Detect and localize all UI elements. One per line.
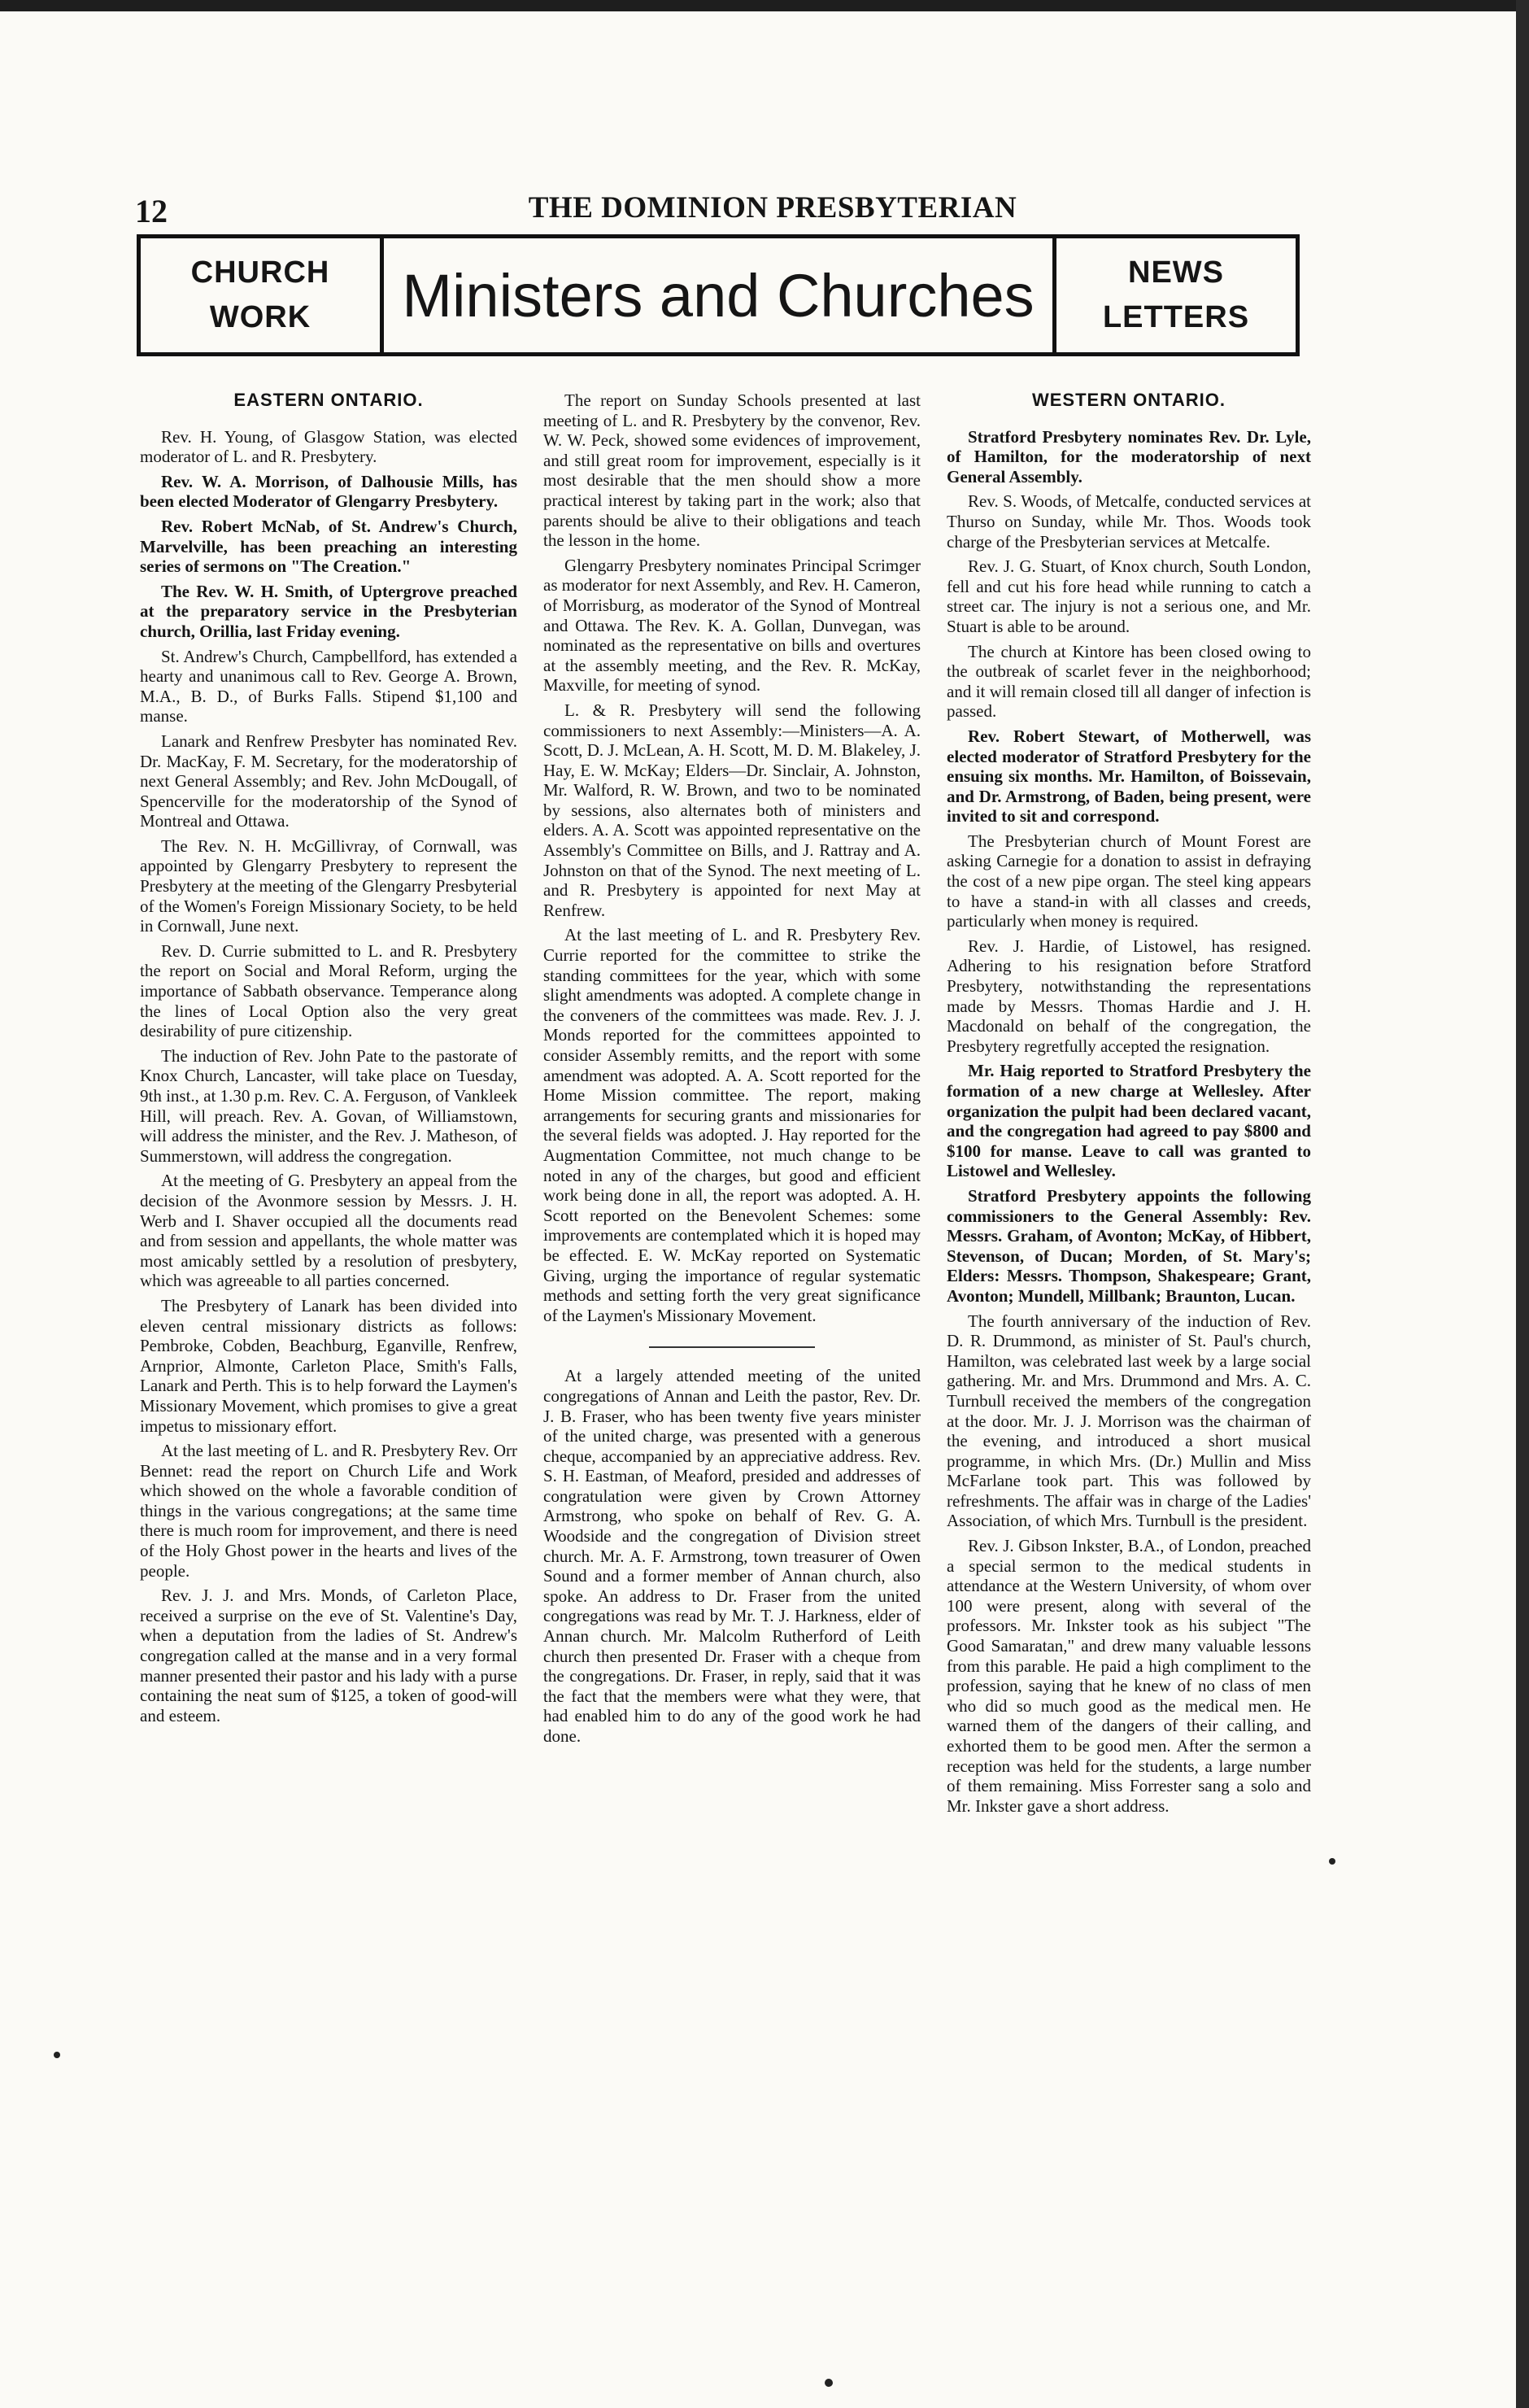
margin-speck — [825, 2379, 833, 2387]
news-item-paragraph: At the meeting of G. Presbytery an appeal from the decision of the Avonmore session by Messrs. J. H. Werb and I. Shaver occupied all the documents read and from session and appellants, the whole matter was most amicably settled by a resolution of presbytery, which was agreeable to all parties concerned. — [140, 1171, 517, 1291]
news-item-paragraph: Rev. W. A. Morrison, of Dalhousie Mills, has been elected Moderator of Glengarry Presbytery. — [140, 471, 517, 512]
banner-left-box — [141, 238, 384, 352]
news-item-paragraph: The Rev. W. H. Smith, of Uptergrove preached at the preparatory service in the Presbyterian church, Orillia, last Friday evening. — [140, 581, 517, 641]
margin-speck — [54, 2052, 60, 2058]
news-item-paragraph: Rev. Robert Stewart, of Motherwell, was elected moderator of Stratford Presbytery for the ensuing six months. Mr. Hamilton, of Boissevain, and Dr. Armstrong, of Baden, being present, were invited to sit and correspond. — [947, 726, 1311, 827]
section-heading-western: WESTERN ONTARIO. — [1031, 390, 1226, 410]
margin-speck — [1329, 1858, 1335, 1865]
news-item-paragraph: The fourth anniversary of the induction of Rev. D. R. Drummond, as minister of St. Paul's church, Hamilton, was celebrated last week by a large social gathering. Mr. and Mrs. Drummond and Mrs. A. C. Turnbull received the members of the congregation at the door. Mr. J. J. Morrison was the chairman of the evening, and introduced a short musical programme, in which Mrs. (Dr.) Mullin and Miss McFarlane took part. This was followed by refreshments. The affair was in charge of the Ladies' Association, of which Mrs. Turnbull is the president. — [947, 1311, 1311, 1531]
news-item-paragraph: Rev. D. Currie submitted to L. and R. Presbytery the report on Social and Moral Reform, urging the importance of Sabbath observance. Temperance along the lines of Local Option also the very great desirability of pure citizenship. — [140, 940, 517, 1041]
news-item-paragraph: Rev. J. Gibson Inkster, B.A., of London, preached a special sermon to the medical students in attendance at the Western University, of whom over 100 were present, along with several of the professors. Mr. Inkster took as his subject "The Good Samaratan," and drew many valuable lessons from this parable. He paid a high compliment to the profession, saying that he knew of no class of men who did so much good as the medical men. He warned them of the dangers of their calling, and exhorted them to be good men. After the sermon a reception was held for the students, a large number of them remaining. Miss Forrester sang a solo and Mr. Inkster gave a short address. — [947, 1536, 1311, 1816]
news-item-paragraph: The Presbyterian church of Mount Forest are asking Carnegie for a donation to assist in defraying the cost of a new pipe organ. The steel king appears to have a stand-in with all classes and creeds, particularly when money is required. — [947, 831, 1311, 931]
news-item-paragraph: L. & R. Presbytery will send the following commissioners to next Assembly:—Ministers—A. A. Scott, D. J. McLean, A. H. Scott, M. D. M. Blakeley, J. Hay, E. W. McKay; Elders—Dr. Sinclair, A. Johnston, Mr. Walford, R. W. Brown, and two to be nominated by sessions, also alternates both of ministers and elders. A. A. Scott was appointed representative on the Assembly's Committee on Bills, and J. Rattray and A. Johnston on that of the Synod. The next meeting of L. and R. Presbytery is appointed for next May at Renfrew. — [543, 700, 921, 920]
news-item-paragraph: St. Andrew's Church, Campbellford, has extended a hearty and unanimous call to Rev. George A. Brown, M.A., B. D., of Burks Falls. Stipend $1,100 and manse. — [140, 646, 517, 726]
news-item-paragraph: Rev. J. G. Stuart, of Knox church, South London, fell and cut his fore head while running to catch a street car. The injury is not a serious one, and Mr. Stuart is able to be around. — [947, 556, 1311, 636]
news-item-paragraph: Rev. S. Woods, of Metcalfe, conducted services at Thurso on Sunday, while Mr. Thos. Woods took charge of the Presbyterian services at Metcalfe. — [947, 491, 1311, 552]
news-item-paragraph: Rev. Robert McNab, of St. Andrew's Church, Marvelville, has been preaching an interesting series of sermons on "The Creation." — [140, 516, 517, 577]
news-item-paragraph: Mr. Haig reported to Stratford Presbytery the formation of a new charge at Wellesley. After organization the pulpit had been declared vacant, and the congregation had agreed to pay $800 and $100 for manse. Leave to call was granted to Listowel and Wellesley. — [947, 1061, 1311, 1181]
news-item-paragraph: The church at Kintore has been closed owing to the outbreak of scarlet fever in the neighborhood; and it will remain closed till all danger of infection is passed. — [947, 641, 1311, 722]
news-item-paragraph: Stratford Presbytery nominates Rev. Dr. Lyle, of Hamilton, for the moderatorship of next General Assembly. — [947, 426, 1311, 486]
news-item-paragraph: At the last meeting of L. and R. Presbytery Rev. Orr Bennet: read the report on Church Life and Work which showed on the whole a favorable condition of things in the various congregations; at the same time there is much room for improvement, and there is need of the Holy Ghost power in the hearts and lives of the people. — [140, 1441, 517, 1581]
banner-title: Ministers and Churches — [402, 261, 1035, 329]
banner-right-box — [1052, 238, 1296, 352]
section-heading-eastern: EASTERN ONTARIO. — [233, 390, 424, 410]
column-divider-rule — [649, 1346, 815, 1348]
banner-left-line-2: WORK — [209, 300, 311, 334]
page-number: 12 — [135, 193, 168, 229]
news-item-paragraph: Stratford Presbytery appoints the following commissioners to the General Assembly: Rev. Messrs. Graham, of Avonton; McKay, of Hibbert, Stevenson, of Ducan; Morden, of St. Mary's; Elders: Messrs. Thompson, Shakespeare; Grant, Avonton; Mundell, Millbank; Braunton, Lucan. — [947, 1185, 1311, 1306]
column-eastern-ontario — [140, 390, 517, 1730]
news-item-paragraph: The induction of Rev. John Pate to the pastorate of Knox Church, Lancaster, will take place on Tuesday, 9th inst., at 1.30 p.m. Rev. C. A. Ferguson, of Vankleek Hill, will preach. Rev. A. Govan, of Williamstown, will address the minister, and the Rev. J. Matheson, of Summerstown, will address the congregation. — [140, 1045, 517, 1166]
news-item-paragraph: Rev. J. J. and Mrs. Monds, of Carleton Place, received a surprise on the eve of St. Valentine's Day, when a deputation from the ladies of St. Andrew's congregation called at the manse and in a very formal manner presented their pastor and his lady with a purse containing the neat sum of $125, a token of good-will and esteem. — [140, 1586, 517, 1725]
banner-left-line-1: CHURCH — [190, 255, 330, 290]
news-item-paragraph: The Rev. N. H. McGillivray, of Cornwall, was appointed by Glengarry Presbytery to represent the Presbytery at the meeting of the Glengarry Presbyterial of the Women's Foreign Missionary Society, to be held in Cornwall, June next. — [140, 835, 517, 936]
scan-right-edge — [1516, 0, 1529, 2408]
news-item-paragraph: Rev. H. Young, of Glasgow Station, was elected moderator of L. and R. Presbytery. — [140, 426, 517, 467]
news-item-paragraph: Lanark and Renfrew Presbyter has nominated Rev. Dr. MacKay, F. M. Secretary, for the moderatorship of next General Assembly; and Rev. John McDougall, of Spencerville for the moderatorship of the Synod of Montreal and Ottawa. — [140, 731, 517, 831]
running-head: THE DOMINION PRESBYTERIAN — [528, 191, 1017, 225]
news-item-paragraph: Glengarry Presbytery nominates Principal Scrimger as moderator for next Assembly, and Rev. H. Cameron, of Morrisburg, as moderator of the Synod of Montreal and Ottawa. The Rev. K. A. Gollan, Dunvegan, was nominated as the representative on bills and overtures at the assembly meeting, and the Rev. R. McKay, Maxville, for meeting of synod. — [543, 555, 921, 696]
news-item-paragraph: The Presbytery of Lanark has been divided into eleven central missionary districts as follows: Pembroke, Cobden, Beachburg, Eganville, Renfrew, Arnprior, Almonte, Carleton Place, Smith's Falls, Lanark and Perth. This is to help forward the Laymen's Missionary Movement, which promises to give a great impetus to missionary effort. — [140, 1295, 517, 1436]
banner-right-line-2: LETTERS — [1102, 300, 1250, 334]
banner-right-line-1: NEWS — [1128, 255, 1224, 290]
news-item-paragraph: At the last meeting of L. and R. Presbytery Rev. Currie reported for the committee to strike the standing committees for the year, which with some slight amendments was adopted. A complete change in the conveners of the committees was made. Rev. J. J. Monds reported for the committees appointed to consider Assembly remitts, and the report with some amendment was adopted. A. A. Scott reported for the Home Mission committee. The report, making arrangements for securing grants and missionaries for the several fields was adopted. J. Hay reported for the Augmentation Committee, not much change to be noted in any of the charges, but good and efficient work being done in all, the report was adopted. A. H. Scott reported on the Benevolent Schemes: some improvements are contemplated which it is hoped may be effected. E. W. McKay reported on Systematic Giving, urging the importance of regular systematic methods and setting forth the very great significance of the Laymen's Missionary Movement. — [543, 925, 921, 1325]
column-middle — [543, 390, 921, 1751]
section-banner — [137, 234, 1300, 356]
news-item-paragraph: At a largely attended meeting of the united congregations of Annan and Leith the pastor, Rev. Dr. J. B. Fraser, who has been twenty five years minister of the united charge, was presented with a generous cheque, accompanied by an appreciative address. Rev. S. H. Eastman, of Meaford, presided and addresses of congratulation were given by Crown Attorney Armstrong, who spoke on behalf of Rev. G. A. Woodside and the congregation of Division street church. Mr. A. F. Armstrong, town treasurer of Owen Sound and a former member of Annan church, also spoke. An address to Dr. Fraser from the united congregations was read by Mr. T. J. Harkness, elder of Annan church. Mr. Malcolm Rutherford of Leith church then presented Dr. Fraser with a cheque from the congregations. Dr. Fraser, in reply, said that it was the fact that the members were what they were, that had enabled him to do any of the good work he had done. — [543, 1366, 921, 1746]
news-item-paragraph: Rev. J. Hardie, of Listowel, has resigned. Adhering to his resignation before Stratford Presbytery, notwithstanding the representations made by Messrs. Thomas Hardie and J. H. Macdonald on behalf of the congregation, the Presbytery regretfully accepted the resignation. — [947, 936, 1311, 1056]
scan-top-edge — [0, 0, 1529, 11]
column-western-ontario — [947, 390, 1311, 1821]
news-item-paragraph: The report on Sunday Schools presented at last meeting of L. and R. Presbytery by the convenor, Rev. W. W. Peck, showed some evidences of improvement, and still great room for improvement, especially is it most desirable that the men should show a more practical interest by taking part in the work; also that parents should be alive to their obligations and teach the lesson in the home. — [543, 390, 921, 551]
